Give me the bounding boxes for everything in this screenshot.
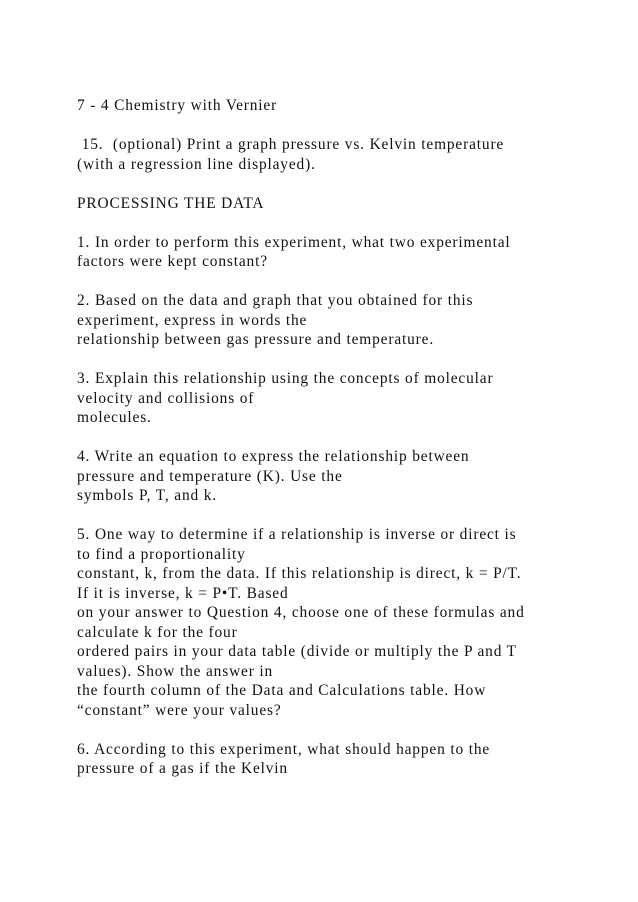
text-line: 6. According to this experiment, what should happen to the bbox=[77, 740, 491, 758]
question-3 bbox=[77, 369, 577, 428]
text-line: 3. Explain this relationship using the concepts of molecular bbox=[77, 370, 494, 387]
question-1 bbox=[77, 233, 577, 272]
paragraph-gap bbox=[77, 506, 577, 526]
section-title: PROCESSING THE DATA bbox=[77, 194, 265, 212]
step-15-paragraph bbox=[77, 135, 577, 174]
paragraph-gap bbox=[77, 428, 577, 448]
text-line: constant, k, from the data. If this relationship is direct, k = P/T. bbox=[77, 565, 522, 582]
text-line: values). Show the answer in bbox=[77, 662, 274, 680]
text-line: pressure of a gas if the Kelvin bbox=[77, 760, 288, 777]
paragraph-gap bbox=[77, 174, 577, 194]
text-line: molecules. bbox=[77, 409, 152, 426]
paragraph-gap bbox=[77, 116, 577, 136]
text-line: 1. In order to perform this experiment, what two experimental bbox=[77, 233, 511, 251]
text-line: on your answer to Question 4, choose one of these formulas and bbox=[77, 604, 525, 621]
text-line: 4. Write an equation to express the relationship between bbox=[77, 448, 470, 465]
paragraph-gap bbox=[77, 213, 577, 233]
document-header: 7 - 4 Chemistry with Vernier bbox=[77, 97, 278, 114]
question-6 bbox=[77, 740, 577, 779]
paragraph-gap bbox=[77, 272, 577, 292]
text-line: 5. One way to determine if a relationship is inverse or direct is bbox=[77, 526, 517, 543]
question-4 bbox=[77, 447, 577, 506]
text-line: experiment, express in words the bbox=[77, 311, 308, 329]
question-5 bbox=[77, 525, 577, 720]
text-line: (with a regression line displayed). bbox=[77, 155, 316, 173]
question-2 bbox=[77, 291, 577, 350]
text-line: symbols P, T, and k. bbox=[77, 487, 217, 504]
text-line: to find a proportionality bbox=[77, 545, 246, 563]
text-line: calculate k for the four bbox=[77, 623, 238, 641]
text-line: factors were kept constant? bbox=[77, 253, 268, 270]
document-body bbox=[77, 96, 577, 779]
text-line: pressure and temperature (K). Use the bbox=[77, 467, 343, 485]
text-line: If it is inverse, k = P•T. Based bbox=[77, 584, 289, 602]
text-line: velocity and collisions of bbox=[77, 389, 255, 407]
paragraph-gap bbox=[77, 720, 577, 740]
text-line: 2. Based on the data and graph that you obtained for this bbox=[77, 292, 474, 309]
paragraph-gap bbox=[77, 350, 577, 370]
text-line: the fourth column of the Data and Calculations table. How bbox=[77, 682, 487, 699]
text-line: relationship between gas pressure and temperature. bbox=[77, 331, 435, 348]
text-line: “constant” were your values? bbox=[77, 701, 282, 719]
text-line: 15. (optional) Print a graph pressure vs. Kelvin temperature bbox=[77, 136, 505, 153]
text-line: ordered pairs in your data table (divide or multiply the P and T bbox=[77, 643, 517, 660]
